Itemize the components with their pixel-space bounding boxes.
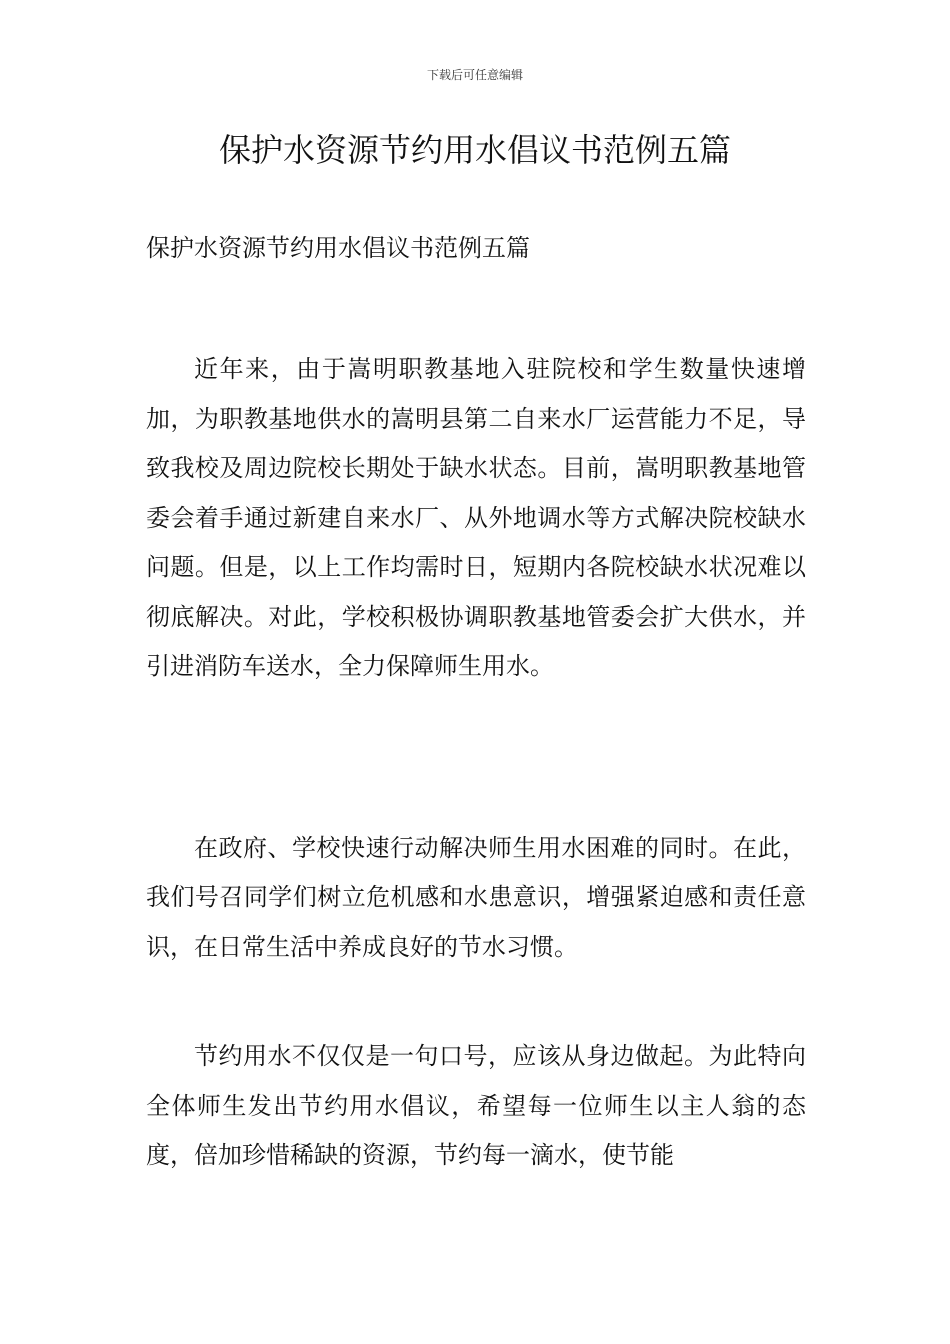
document-title: 保护水资源节约用水倡议书范例五篇 xyxy=(218,131,731,169)
paragraph-3: 节约用水不仅仅是一句口号，应该从身边做起。为此特向全体师生发出节约用水倡议，希望每一位师生以主人翁的态度，倍加珍惜稀缺的资源，节约每一滴水，使节能 xyxy=(146,1042,806,1169)
paragraph-1: 近年来，由于嵩明职教基地入驻院校和学生数量快速增加，为职教基地供水的嵩明县第二自来水厂运营能力不足，导致我校及周边院校长期处于缺水状态。目前，嵩明职教基地管委会着手通过新建自来水厂、从外地调水等方式解决院校缺水问题。但是，以上工作均需时日，短期内各院校缺水状况难以彻底解决。对此，学校积极协调职教基地管委会扩大供水，并引进消防车送水，全力保障师生用水。 xyxy=(146,355,806,680)
paragraph-2: 在政府、学校快速行动解决师生用水困难的同时。在此，我们号召同学们树立危机感和水患意识，增强紧迫感和责任意识，在日常生活中养成良好的节水习惯。 xyxy=(146,833,806,961)
document-body xyxy=(146,228,806,1181)
document-subtitle: 保护水资源节约用水倡议书范例五篇 xyxy=(146,234,530,262)
page-header-note: 下载后可任意编辑 xyxy=(426,68,523,82)
